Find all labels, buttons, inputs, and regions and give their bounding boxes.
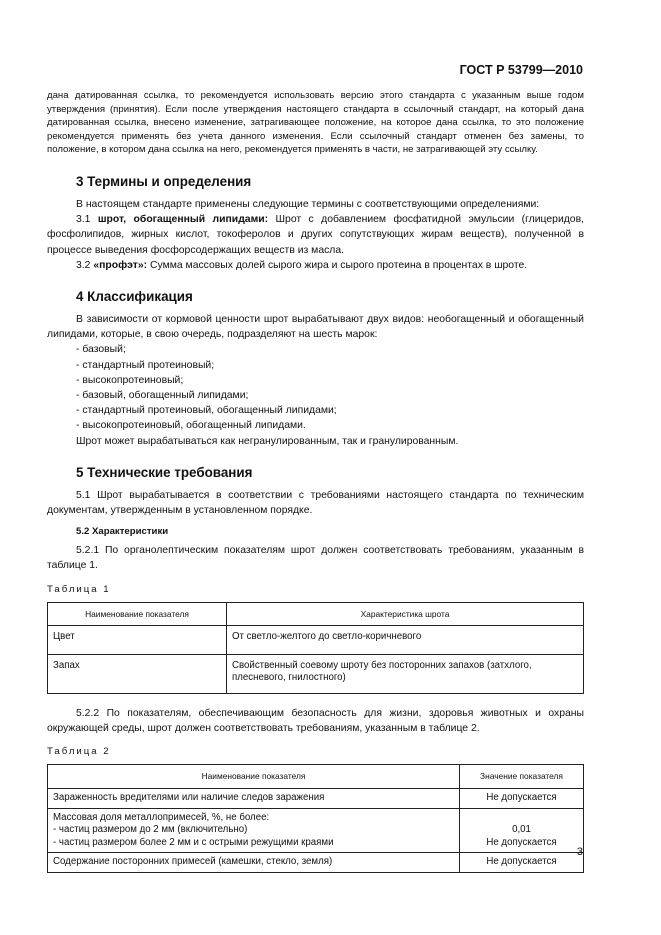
section-4-heading: 4 Классификация — [76, 288, 193, 304]
section-3-lead: В настоящем стандарте применены следующие термины с соответствующими определениями: — [76, 198, 540, 210]
term-3-1-title: шрот, обогащенный липидами: — [97, 214, 269, 226]
table-cell: Не допускается — [460, 853, 584, 873]
list-item: - базовый; — [76, 344, 126, 356]
table-cell — [48, 808, 460, 853]
section-4-lead: В зависимости от кормовой ценности шрот вырабатывают двух видов: необогащенный и обогащенный липидами, которые, в свою очередь, подразделяют на шесть марок: — [47, 313, 584, 341]
table-cell — [460, 808, 584, 853]
term-3-1: 3.1 шрот, обогащенный липидами: Шрот с добавлением фосфатидной эмульсии (глицеридов, фосфолипидов, жирных кислот, токоферолов и других сопутствующих жирам веществ), полученной в процессе выведения фосфорсодержащих веществ из масла. — [47, 214, 584, 256]
grade-list — [47, 342, 584, 433]
section-5-heading: 5 Технические требования — [76, 464, 253, 480]
term-3-2-title: «профэт»: — [93, 259, 148, 271]
list-item: - стандартный протеиновый; — [76, 359, 215, 371]
list-item: - высокопротеиновый; — [76, 374, 184, 386]
cell-line: - частиц размером до 2 мм (включительно) — [53, 824, 248, 836]
table-cell: Содержание посторонних примесей (камешки, стекло, земля) — [48, 853, 460, 873]
table-cell: Не допускается — [460, 789, 584, 809]
table-row — [48, 853, 584, 873]
table-cell: Запах — [48, 654, 227, 693]
table-row — [48, 789, 584, 809]
table-header-row — [48, 602, 584, 626]
subsection-5-2-heading: 5.2 Характеристики — [76, 526, 169, 538]
page-number: 3 — [576, 846, 583, 858]
list-item: - стандартный протеиновый, обогащенный липидами; — [76, 405, 337, 417]
section-4-tail: Шрот может вырабатываться как негранулированным, так и гранулированным. — [76, 435, 459, 447]
table-row — [48, 626, 584, 655]
intro-paragraph: дана датированная ссылка, то рекомендуется использовать версию этого стандарта с указанным выше годом утверждения (принятия). Если после утверждения настоящего стандарта в ссылочный стандарт, на который дана датированная ссылка, внесено изменение, затрагивающее положение, на которое дана ссылка, то это положение рекомендуется применять без учета данного изменения. Если ссылочный стандарт отменен без замены, то положение, в котором дана ссылка на него, рекомендуется применять в части, не затрагивающей эту ссылку. — [47, 90, 584, 156]
table-1-col-name: Наименование показателя — [48, 602, 227, 626]
table-2 — [47, 764, 584, 873]
list-item: - базовый, обогащенный липидами; — [76, 390, 249, 401]
list-item: - высокопротеиновый, обогащенный липидами. — [76, 420, 306, 432]
table-row — [48, 654, 584, 693]
table-1-caption: Таблица 1 — [47, 583, 111, 595]
table-2-col-name: Наименование показателя — [48, 765, 460, 789]
table-2-caption: Таблица 2 — [47, 746, 111, 758]
table-cell: Цвет — [48, 626, 227, 655]
table-cell: Зараженность вредителями или наличие следов заражения — [48, 789, 460, 809]
table-1-col-value: Характеристика шрота — [227, 602, 584, 626]
term-3-2: 3.2 «профэт»: Сумма массовых долей сырого жира и сырого протеина в процентах в шроте. — [76, 259, 528, 271]
document-code: ГОСТ Р 53799—2010 — [459, 63, 583, 77]
paragraph-5-1: 5.1 Шрот вырабатывается в соответствии с требованиями настоящего стандарта по техническим документам, утвержденным в установленном порядке. — [47, 489, 584, 517]
cell-line: - частиц размером более 2 мм и с острыми режущими краями — [53, 836, 334, 848]
table-cell: От светло-желтого до светло-коричневого — [227, 626, 584, 655]
table-1 — [47, 602, 584, 694]
paragraph-5-2-1: 5.2.1 По органолептическим показателям шрот должен соответствовать требованиям, указанным в таблице 1. — [47, 545, 584, 572]
table-header-row — [48, 765, 584, 789]
page-content — [47, 89, 584, 873]
paragraph-5-2-2: 5.2.2 По показателям, обеспечивающим безопасность для жизни, здоровья животных и охраны окружающей среды, шрот должен соответствовать требованиям, указанным в таблице 2. — [47, 708, 584, 735]
table-2-col-value: Значение показателя — [460, 765, 584, 789]
cell-line: Массовая доля металлопримесей, %, не более: — [53, 811, 270, 823]
cell-line: 0,01 — [512, 824, 531, 836]
section-3-heading: 3 Термины и определения — [76, 173, 252, 189]
cell-line: Не допускается — [486, 836, 557, 848]
table-row — [48, 808, 584, 853]
table-cell: Свойственный соевому шроту без посторонних запахов (затхлого, плесневого, гнилостного) — [227, 654, 584, 693]
